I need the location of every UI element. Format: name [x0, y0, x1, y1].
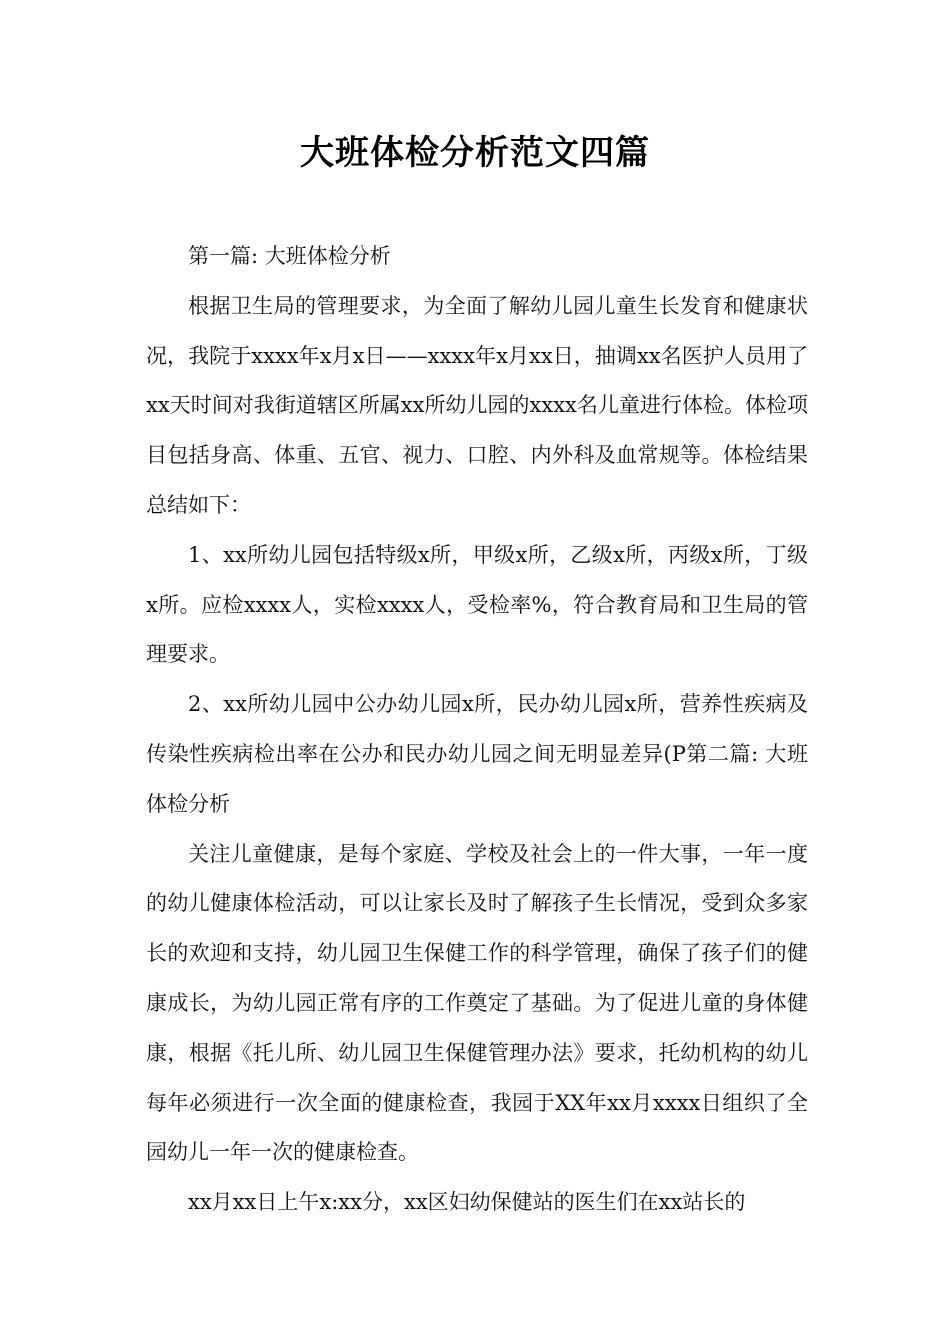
body-paragraph: 2、xx所幼儿园中公办幼儿园x所，民办幼儿园x所，营养性疾病及传染性疾病检出率在公办和民办幼儿园之间无明显差异(P第二篇: 大班体检分析 [146, 692, 808, 816]
body-paragraph: 根据卫生局的管理要求，为全面了解幼儿园儿童生长发育和健康状况，我院于xxxx年x月x日——xxxx年x月xx日，抽调xx名医护人员用了xx天时间对我街道辖区所属xx所幼儿园的xxxx名儿童进行体检。体检项目包括身高、体重、五官、视力、口腔、内外科及血常规等。体检结果总结如下： [146, 293, 808, 517]
document-body [146, 232, 808, 1228]
document-title: 大班体检分析范文四篇 [300, 133, 650, 173]
body-paragraph: xx月xx日上午x:xx分，xx区妇幼保健站的医生们在xx站长的 [188, 1190, 746, 1215]
body-paragraph: 1、xx所幼儿园包括特级x所，甲级x所，乙级x所，丙级x所，丁级x所。应检xxxx人，实检xxxx人，受检率%，符合教育局和卫生局的管理要求。 [146, 542, 808, 667]
section-heading: 第一篇: 大班体检分析 [188, 244, 391, 268]
body-paragraph: 关注儿童健康，是每个家庭、学校及社会上的一件大事，一年一度的幼儿健康体检活动，可以让家长及时了解孩子生长情况，受到众多家长的欢迎和支持，幼儿园卫生保健工作的科学管理，确保了孩子们的健康成长，为幼儿园正常有序的工作奠定了基础。为了促进儿童的身体健康，根据《托儿所、幼儿园卫生保健管理办法》要求，托幼机构的幼儿每年必须进行一次全面的健康检查，我园于XX年xx月xxxx日组织了全园幼儿一年一次的健康检查。 [146, 841, 808, 1165]
